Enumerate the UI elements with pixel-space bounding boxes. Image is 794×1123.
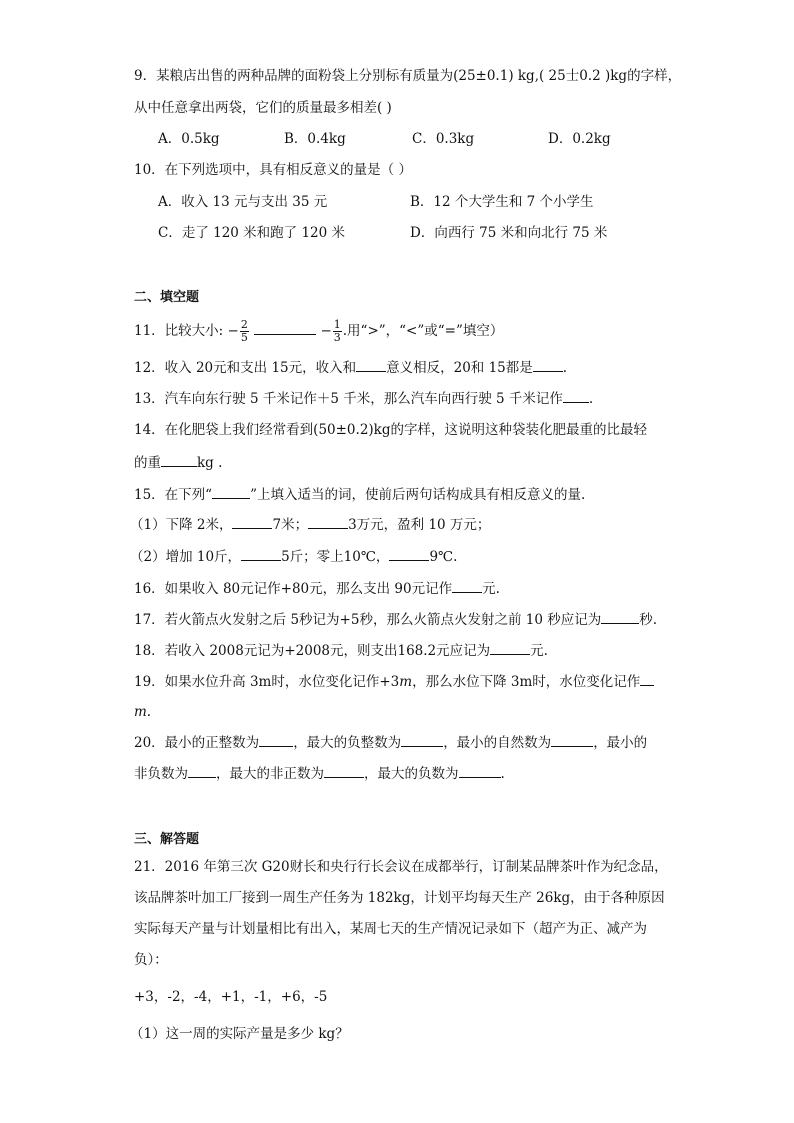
q15-s1-text-c: 3万元，盈利 10 万元； bbox=[348, 517, 491, 533]
q10-option-a: A．收入 13 元与支出 35 元 bbox=[158, 194, 328, 210]
q19-unit-m: m bbox=[399, 674, 413, 690]
q21-line4: 负）： bbox=[134, 952, 168, 968]
q13-blank[interactable] bbox=[563, 388, 589, 403]
q11-fraction-1 bbox=[240, 319, 249, 344]
q15-stem bbox=[134, 484, 585, 505]
section-heading-solve: 三、解答题 bbox=[134, 832, 200, 847]
q10-option-c: C．走了 120 米和跑了 120 米 bbox=[158, 225, 346, 241]
q20-line2 bbox=[134, 763, 505, 784]
q11-fraction-2-denominator: 3 bbox=[333, 331, 341, 344]
q18 bbox=[134, 640, 548, 661]
q17 bbox=[134, 609, 657, 630]
q15-s2-blank-1[interactable] bbox=[241, 546, 281, 561]
q14-blank[interactable] bbox=[161, 452, 197, 467]
q12-blank-1[interactable] bbox=[356, 357, 386, 372]
q10-stem: 10．在下列选项中，具有相反意义的量是（ ） bbox=[134, 162, 412, 178]
q12-text-c: . bbox=[562, 360, 568, 376]
q15-s2-text-a: （2）增加 10斤， bbox=[130, 549, 242, 565]
q21-line1: 21．2016 年第三次 G20财长和央行行长会议在成都举行，订制某品牌茶叶作为纪念品， bbox=[134, 859, 668, 875]
q11-fraction-1-denominator: 5 bbox=[240, 331, 248, 344]
q12-blank-2[interactable] bbox=[533, 357, 563, 372]
q19-blank[interactable] bbox=[640, 671, 654, 686]
q20-line1 bbox=[134, 732, 647, 753]
q20-blank-2[interactable] bbox=[401, 732, 443, 747]
q17-blank[interactable] bbox=[601, 609, 639, 624]
q11 bbox=[134, 316, 503, 346]
q21-line2: 该品牌茶叶加工厂接到一周生产任务为 182kg，计划平均每天生产 26kg，由于各种原因 bbox=[134, 890, 665, 906]
q20-text-a: 20．最小的正整数为 bbox=[134, 735, 260, 751]
q15-s1-text-b: 7米； bbox=[272, 517, 309, 533]
q15-stem-b: ”上填入适当的词，使前后两句话构成具有相反意义的量. bbox=[250, 487, 586, 503]
q11-answer-blank[interactable] bbox=[254, 320, 316, 335]
q12-text-b: 意义相反，20和 15都是 bbox=[386, 360, 533, 376]
q11-prefix: 11．比较大小: bbox=[134, 323, 224, 339]
q20-text-c: ，最小的自然数为 bbox=[443, 735, 552, 751]
q10-option-b: B．12 个大学生和 7 个小学生 bbox=[410, 194, 594, 210]
q19-line1 bbox=[134, 671, 654, 692]
q11-suffix: .用“>”，“<”或“=”填空） bbox=[342, 323, 504, 339]
q14-text-b: 的重 bbox=[134, 455, 161, 471]
q14-line2 bbox=[134, 452, 222, 473]
q12 bbox=[134, 357, 567, 378]
q15-stem-blank bbox=[212, 484, 250, 499]
q20-blank-6[interactable] bbox=[459, 763, 501, 778]
q15-s1-blank-1[interactable] bbox=[232, 514, 272, 529]
q15-s2-blank-2[interactable] bbox=[389, 546, 429, 561]
q20-text-e: 非负数为 bbox=[134, 766, 188, 782]
q14-text-c: kg . bbox=[197, 455, 223, 471]
q17-text-b: 秒. bbox=[639, 612, 658, 628]
q20-text-b: ，最大的负整数为 bbox=[293, 735, 402, 751]
q20-text-h: . bbox=[500, 766, 505, 782]
q21-data: +3，-2，-4，+1，-1，+6，-5 bbox=[134, 989, 328, 1005]
q11-minus-2: − bbox=[320, 323, 332, 339]
q15-s2-text-b: 5斤；零上10℃， bbox=[281, 549, 390, 565]
q10-option-d: D．向西行 75 米和向北行 75 米 bbox=[410, 225, 608, 241]
q17-text-a: 17．若火箭点火发射之后 5秒记为+5秒，那么火箭点火发射之前 10 秒应记为 bbox=[134, 612, 602, 628]
q9-line1: 9．某粮店出售的两种品牌的面粉袋上分别标有质量为(25±0.1) kg,( 25士0.2 )kg的字样， bbox=[134, 68, 682, 84]
q20-blank-3[interactable] bbox=[551, 732, 593, 747]
q9-line2: 从中任意拿出两袋，它们的质量最多相差( ) bbox=[134, 100, 392, 116]
q19-text-a: 19．如果水位升高 3m时，水位变化记作+3 bbox=[134, 674, 400, 690]
q15-s1-blank-2[interactable] bbox=[308, 514, 348, 529]
q12-text-a: 12．收入 20元和支出 15元，收入和 bbox=[134, 360, 357, 376]
q16-blank[interactable] bbox=[452, 578, 482, 593]
section-heading-fill-in: 二、填空题 bbox=[134, 290, 200, 305]
q11-fraction-2-numerator: 1 bbox=[333, 318, 341, 331]
q15-sub-2 bbox=[130, 546, 457, 567]
q11-fraction-2 bbox=[333, 319, 342, 344]
q16-text-a: 16．如果收入 80元记作+80元，那么支出 90元记作 bbox=[134, 581, 453, 597]
q21-line3: 实际每天产量与计划量相比有出入，某周七天的生产情况记录如下（超产为正、减产为 bbox=[134, 921, 647, 937]
q9-option-a: A．0.5kg bbox=[158, 131, 220, 147]
q20-text-f: ，最大的非正数为 bbox=[216, 766, 324, 782]
q20-text-g: ，最大的负数为 bbox=[364, 766, 459, 782]
q9-option-b: B．0.4kg bbox=[284, 131, 346, 147]
q18-blank[interactable] bbox=[490, 640, 530, 655]
q15-stem-a: 15．在下列“ bbox=[134, 487, 213, 503]
q18-text-b: 元. bbox=[530, 643, 548, 659]
q20-text-d: ，最小的 bbox=[593, 735, 648, 751]
q20-blank-5[interactable] bbox=[324, 763, 364, 778]
q21-sub-1: （1）这一周的实际产量是多少 kg？ bbox=[130, 1026, 349, 1042]
q15-sub-1 bbox=[130, 514, 490, 535]
q18-text-a: 18．若收入 2008元记为+2008元，则支出168.2元应记为 bbox=[134, 643, 491, 659]
q19-text-b: ，那么水位下降 3m时，水位变化记作 bbox=[412, 674, 641, 690]
q16 bbox=[134, 578, 500, 599]
q15-s2-text-c: 9℃. bbox=[429, 549, 458, 565]
q19-line2: m. bbox=[134, 704, 152, 720]
q13 bbox=[134, 388, 593, 409]
q13-text-a: 13．汽车向东行驶 5 千米记作＋5 千米，那么汽车向西行驶 5 千米记作 bbox=[134, 391, 563, 407]
q11-minus-1: − bbox=[227, 323, 239, 339]
q13-text-b: . bbox=[588, 391, 594, 407]
q16-text-b: 元. bbox=[482, 581, 500, 597]
q9-option-c: C．0.3kg bbox=[412, 131, 475, 147]
q11-fraction-1-numerator: 2 bbox=[240, 318, 248, 331]
q15-s1-text-a: （1）下降 2米， bbox=[130, 517, 233, 533]
q20-blank-1[interactable] bbox=[259, 732, 293, 747]
q20-blank-4[interactable] bbox=[188, 763, 216, 778]
q14-line1: 14．在化肥袋上我们经常看到(50±0.2)kg的字样，这说明这种袋装化肥最重的比最轻 bbox=[134, 422, 647, 438]
q9-option-d: D．0.2kg bbox=[548, 131, 611, 147]
